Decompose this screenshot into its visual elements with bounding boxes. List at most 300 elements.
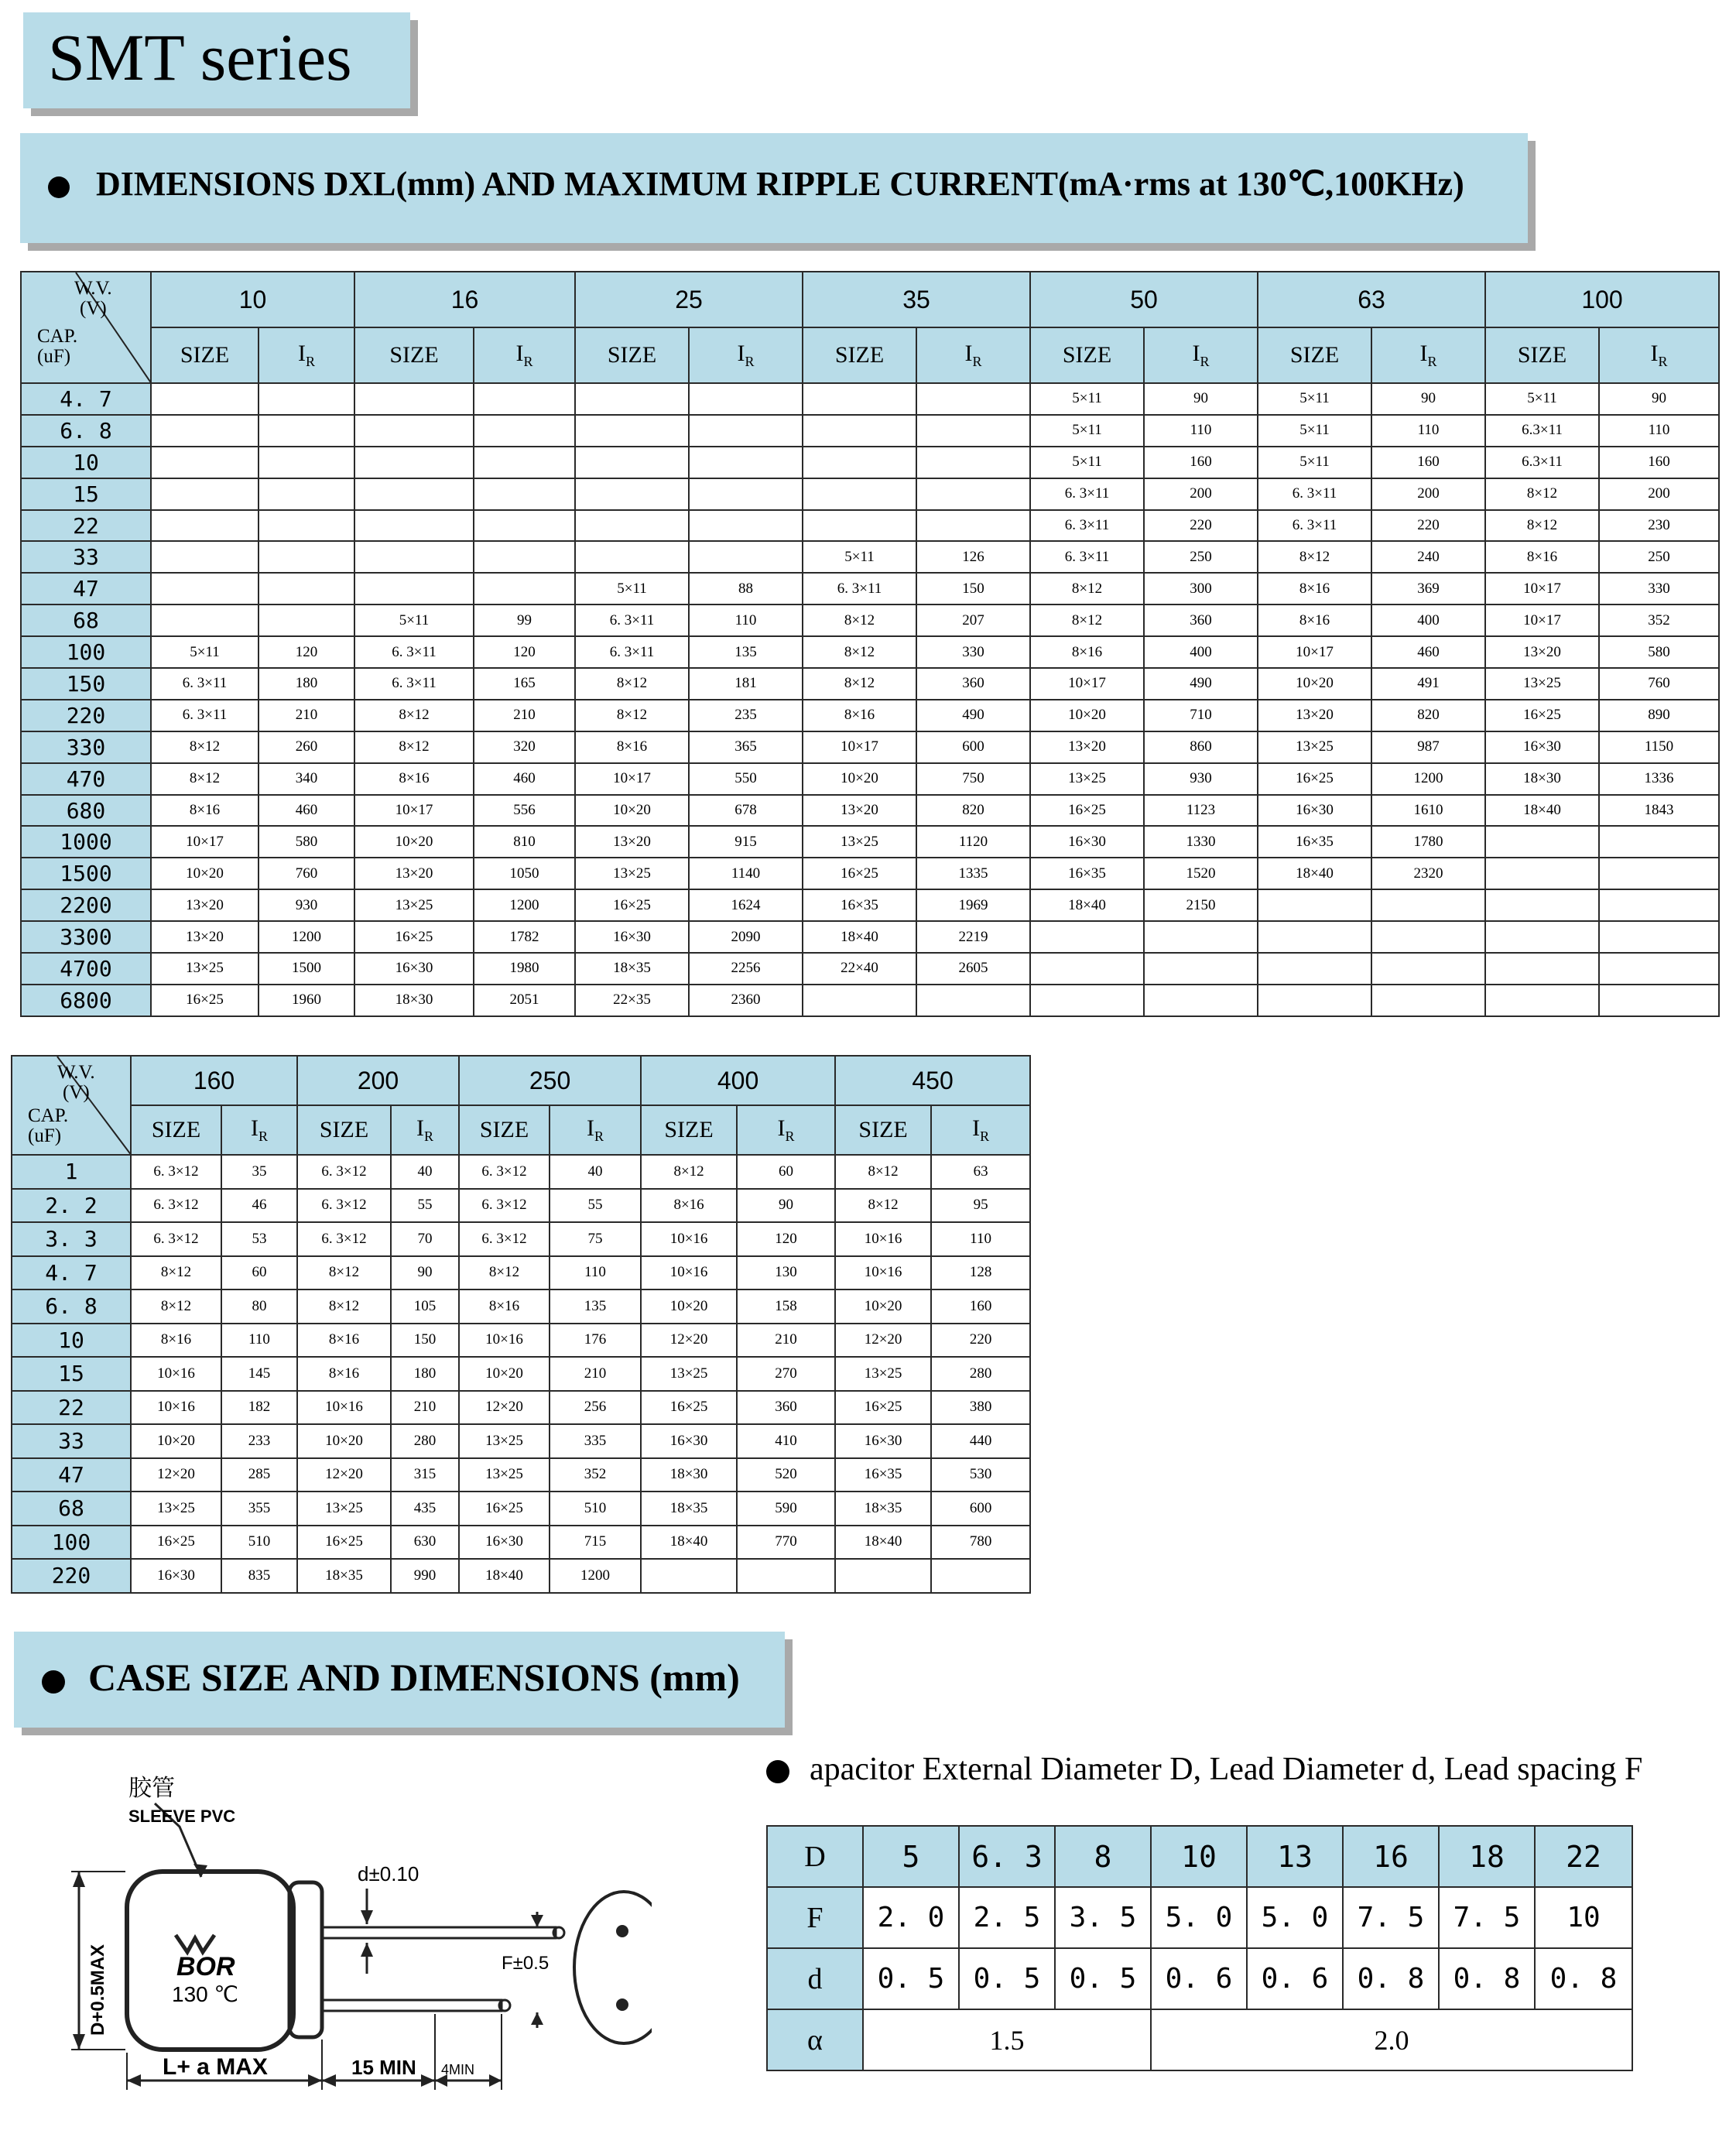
lead-diameter-label-cell: d bbox=[767, 1948, 863, 2009]
table-row bbox=[21, 478, 1719, 510]
ripple-current-cell: 120 bbox=[737, 1222, 835, 1256]
ripple-current-cell: 380 bbox=[931, 1391, 1030, 1425]
size-cell bbox=[1258, 985, 1371, 1016]
table-row bbox=[21, 604, 1719, 636]
ripple-current-cell: 90 bbox=[1599, 383, 1719, 415]
ripple-current-cell: 256 bbox=[550, 1391, 641, 1425]
ripple-current-cell: 105 bbox=[391, 1289, 459, 1324]
ripple-current-cell: 200 bbox=[1144, 478, 1258, 510]
ripple-current-cell: 1336 bbox=[1599, 763, 1719, 795]
ripple-current-cell bbox=[916, 415, 1030, 447]
size-cell: 8×16 bbox=[641, 1189, 737, 1223]
diameter-value-cell: 8 bbox=[1055, 1826, 1151, 1887]
size-cell: 10×20 bbox=[803, 763, 916, 795]
ripple-current-cell: 235 bbox=[689, 700, 803, 731]
ripple-current-cell bbox=[1599, 953, 1719, 985]
lead-length-min-label: 15 MIN bbox=[351, 2056, 416, 2079]
capacitance-cell: 330 bbox=[21, 731, 151, 763]
size-cell bbox=[1485, 953, 1599, 985]
size-cell: 8×12 bbox=[835, 1155, 931, 1189]
ripple-current-cell: 491 bbox=[1371, 668, 1485, 700]
table-row bbox=[12, 1391, 1030, 1425]
size-cell: 6. 3×12 bbox=[131, 1222, 221, 1256]
size-cell: 18×30 bbox=[1485, 763, 1599, 795]
ir-header bbox=[221, 1105, 297, 1155]
ripple-current-cell: 46 bbox=[221, 1189, 297, 1223]
size-cell: 6. 3×12 bbox=[297, 1222, 391, 1256]
ripple-current-cell bbox=[1599, 858, 1719, 889]
ripple-current-cell: 181 bbox=[689, 668, 803, 700]
ripple-current-cell: 270 bbox=[737, 1357, 835, 1391]
size-cell: 10×17 bbox=[803, 731, 916, 763]
size-cell: 8×12 bbox=[151, 763, 259, 795]
capacitance-cell: 6. 8 bbox=[21, 415, 151, 447]
table-row bbox=[21, 541, 1719, 573]
size-cell: 5×11 bbox=[151, 636, 259, 668]
lead-diameter-value-cell: 0. 8 bbox=[1535, 1948, 1632, 2009]
ripple-current-cell: 1969 bbox=[916, 889, 1030, 921]
ripple-current-cell: 1610 bbox=[1371, 795, 1485, 827]
size-cell: 13×20 bbox=[1258, 700, 1371, 731]
size-cell: 5×11 bbox=[1258, 415, 1371, 447]
voltage-header: 16 bbox=[354, 272, 575, 327]
size-cell: 8×16 bbox=[1258, 573, 1371, 604]
ripple-current-cell: 1120 bbox=[916, 826, 1030, 858]
table-row bbox=[12, 1256, 1030, 1290]
ripple-current-cell: 600 bbox=[931, 1492, 1030, 1526]
lead-row-diameter bbox=[767, 1826, 1632, 1887]
ripple-current-cell: 35 bbox=[221, 1155, 297, 1189]
table-row bbox=[21, 700, 1719, 731]
size-header: SIZE bbox=[575, 327, 689, 383]
size-cell: 8×12 bbox=[803, 604, 916, 636]
size-cell bbox=[803, 985, 916, 1016]
ripple-current-cell: 1200 bbox=[474, 889, 575, 921]
ripple-current-cell bbox=[474, 447, 575, 478]
ripple-current-cell bbox=[916, 985, 1030, 1016]
ripple-current-cell bbox=[916, 383, 1030, 415]
size-cell: 5×11 bbox=[1030, 415, 1144, 447]
size-cell: 5×11 bbox=[1485, 383, 1599, 415]
ir-header bbox=[259, 327, 354, 383]
ir-label: I bbox=[515, 341, 524, 366]
ripple-current-cell: 710 bbox=[1144, 700, 1258, 731]
ripple-current-cell: 460 bbox=[474, 763, 575, 795]
size-cell: 8×12 bbox=[131, 1256, 221, 1290]
size-cell: 16×25 bbox=[835, 1391, 931, 1425]
size-cell: 6.3×11 bbox=[1485, 447, 1599, 478]
ripple-current-cell: 2320 bbox=[1371, 858, 1485, 889]
size-cell: 13×25 bbox=[297, 1492, 391, 1526]
size-cell: 6. 3×11 bbox=[151, 668, 259, 700]
ripple-current-cell: 590 bbox=[737, 1492, 835, 1526]
ripple-current-cell bbox=[689, 415, 803, 447]
size-cell bbox=[354, 510, 474, 542]
capacitance-cell: 10 bbox=[21, 447, 151, 478]
size-cell: 8×16 bbox=[297, 1324, 391, 1358]
wv-text: W.V. bbox=[57, 1062, 95, 1083]
corner-header bbox=[21, 272, 151, 383]
ripple-current-cell: 280 bbox=[931, 1357, 1030, 1391]
ripple-current-cell: 160 bbox=[931, 1289, 1030, 1324]
size-cell: 18×40 bbox=[835, 1526, 931, 1560]
table-row bbox=[21, 826, 1719, 858]
size-cell: 12×20 bbox=[641, 1324, 737, 1358]
size-cell: 13×25 bbox=[131, 1492, 221, 1526]
size-cell: 10×20 bbox=[151, 858, 259, 889]
size-cell: 6. 3×11 bbox=[575, 604, 689, 636]
size-cell bbox=[575, 478, 689, 510]
capacitance-cell: 6800 bbox=[21, 985, 151, 1016]
ripple-current-cell: 460 bbox=[259, 795, 354, 827]
cap-text: CAP. bbox=[28, 1105, 69, 1126]
ripple-current-cell: 207 bbox=[916, 604, 1030, 636]
ripple-current-cell: 230 bbox=[1599, 510, 1719, 542]
size-cell: 6. 3×12 bbox=[459, 1222, 550, 1256]
ripple-current-cell: 780 bbox=[931, 1526, 1030, 1560]
size-cell bbox=[1258, 921, 1371, 953]
table-row bbox=[21, 795, 1719, 827]
ripple-table-low-voltage bbox=[20, 271, 1720, 1017]
size-header: SIZE bbox=[803, 327, 916, 383]
voltage-header: 63 bbox=[1258, 272, 1485, 327]
cap-unit: (uF) bbox=[37, 346, 71, 367]
size-cell: 22×35 bbox=[575, 985, 689, 1016]
size-cell: 8×16 bbox=[1258, 604, 1371, 636]
size-cell: 8×16 bbox=[131, 1324, 221, 1358]
ripple-current-cell: 1050 bbox=[474, 858, 575, 889]
size-cell: 8×12 bbox=[1258, 541, 1371, 573]
size-cell: 18×40 bbox=[1485, 795, 1599, 827]
table-row bbox=[21, 953, 1719, 985]
size-cell bbox=[151, 447, 259, 478]
ir-header bbox=[1599, 327, 1719, 383]
ripple-current-cell: 60 bbox=[221, 1256, 297, 1290]
size-cell: 5×11 bbox=[354, 604, 474, 636]
size-cell: 10×17 bbox=[1258, 636, 1371, 668]
ripple-current-cell bbox=[474, 478, 575, 510]
ripple-current-cell: 120 bbox=[259, 636, 354, 668]
table-row bbox=[12, 1155, 1030, 1189]
ir-subscript: R bbox=[594, 1129, 604, 1144]
ripple-current-cell: 369 bbox=[1371, 573, 1485, 604]
size-cell: 10×16 bbox=[835, 1256, 931, 1290]
size-cell: 6. 3×12 bbox=[459, 1155, 550, 1189]
size-cell: 13×20 bbox=[354, 858, 474, 889]
ripple-current-cell: 556 bbox=[474, 795, 575, 827]
capacitance-cell: 2200 bbox=[21, 889, 151, 921]
wv-unit: (V) bbox=[62, 1082, 90, 1103]
table-row bbox=[21, 763, 1719, 795]
ripple-current-cell: 150 bbox=[916, 573, 1030, 604]
size-cell: 5×11 bbox=[803, 541, 916, 573]
size-cell bbox=[1258, 889, 1371, 921]
size-cell: 16×30 bbox=[575, 921, 689, 953]
size-cell: 10×16 bbox=[641, 1222, 737, 1256]
ripple-current-cell: 240 bbox=[1371, 541, 1485, 573]
size-cell: 6. 3×12 bbox=[459, 1189, 550, 1223]
ripple-current-cell: 510 bbox=[221, 1526, 297, 1560]
ripple-current-cell: 60 bbox=[737, 1155, 835, 1189]
ripple-current-cell: 145 bbox=[221, 1357, 297, 1391]
diameter-label-cell: D bbox=[767, 1826, 863, 1887]
lead-diameter-value-cell: 0. 5 bbox=[863, 1948, 959, 2009]
capacitance-cell: 6. 8 bbox=[12, 1289, 131, 1324]
ripple-current-cell: 110 bbox=[689, 604, 803, 636]
diameter-dimension-label: D+0.5MAX bbox=[87, 1944, 108, 2036]
alpha-value-cell: 2.0 bbox=[1151, 2009, 1632, 2070]
ripple-current-cell: 2090 bbox=[689, 921, 803, 953]
capacitance-cell: 3300 bbox=[21, 921, 151, 953]
ripple-current-cell: 2150 bbox=[1144, 889, 1258, 921]
size-header: SIZE bbox=[297, 1105, 391, 1155]
diameter-value-cell: 22 bbox=[1535, 1826, 1632, 1887]
size-cell: 6.3×11 bbox=[1485, 415, 1599, 447]
ripple-current-cell: 360 bbox=[916, 668, 1030, 700]
size-cell: 13×25 bbox=[641, 1357, 737, 1391]
size-cell: 5×11 bbox=[1030, 383, 1144, 415]
size-header: SIZE bbox=[131, 1105, 221, 1155]
capacitance-cell: 15 bbox=[12, 1357, 131, 1391]
size-cell: 10×16 bbox=[835, 1222, 931, 1256]
size-cell: 12×20 bbox=[459, 1391, 550, 1425]
ripple-current-cell: 2051 bbox=[474, 985, 575, 1016]
lead-spacing-table bbox=[766, 1825, 1633, 2071]
ripple-current-cell bbox=[474, 383, 575, 415]
ripple-current-cell: 678 bbox=[689, 795, 803, 827]
ripple-current-cell: 160 bbox=[1371, 447, 1485, 478]
ir-subscript: R bbox=[305, 354, 315, 369]
size-cell: 16×35 bbox=[1258, 826, 1371, 858]
cap-text: CAP. bbox=[37, 326, 78, 347]
size-header: SIZE bbox=[835, 1105, 931, 1155]
size-cell bbox=[575, 383, 689, 415]
size-cell: 16×30 bbox=[354, 953, 474, 985]
ripple-current-cell: 90 bbox=[1144, 383, 1258, 415]
ripple-current-cell: 352 bbox=[550, 1458, 641, 1492]
temperature-rating: 130 ℃ bbox=[172, 1982, 238, 2006]
size-cell: 10×17 bbox=[151, 826, 259, 858]
ripple-current-cell: 435 bbox=[391, 1492, 459, 1526]
size-cell: 10×20 bbox=[354, 826, 474, 858]
size-cell: 6. 3×11 bbox=[151, 700, 259, 731]
corner-header bbox=[12, 1056, 131, 1155]
page-title: SMT series bbox=[48, 20, 352, 94]
size-cell: 8×16 bbox=[151, 795, 259, 827]
ir-header bbox=[931, 1105, 1030, 1155]
ir-label: I bbox=[1419, 341, 1428, 366]
size-cell bbox=[575, 510, 689, 542]
table-row bbox=[21, 447, 1719, 478]
voltage-header: 450 bbox=[835, 1056, 1030, 1105]
ripple-current-cell: 128 bbox=[931, 1256, 1030, 1290]
ripple-current-cell: 2605 bbox=[916, 953, 1030, 985]
ripple-table-high-voltage bbox=[11, 1055, 1031, 1594]
ripple-current-cell: 1843 bbox=[1599, 795, 1719, 827]
size-cell: 18×35 bbox=[297, 1559, 391, 1593]
size-ir-header-row bbox=[21, 327, 1719, 383]
size-cell: 10×16 bbox=[131, 1391, 221, 1425]
size-cell: 5×11 bbox=[1030, 447, 1144, 478]
size-cell: 8×16 bbox=[1030, 636, 1144, 668]
ripple-current-cell: 1980 bbox=[474, 953, 575, 985]
table-row bbox=[21, 889, 1719, 921]
size-cell: 16×25 bbox=[297, 1526, 391, 1560]
size-cell: 13×20 bbox=[575, 826, 689, 858]
size-cell bbox=[151, 541, 259, 573]
lead-spacing-value-cell: 5. 0 bbox=[1247, 1887, 1343, 1948]
capacitance-cell: 22 bbox=[21, 510, 151, 542]
capacitance-cell: 4. 7 bbox=[21, 383, 151, 415]
ripple-current-cell bbox=[259, 573, 354, 604]
ripple-current-cell: 352 bbox=[1599, 604, 1719, 636]
ripple-current-cell bbox=[1599, 985, 1719, 1016]
lead-spacing-label-cell: F bbox=[767, 1887, 863, 1948]
table-row bbox=[12, 1458, 1030, 1492]
ripple-current-cell: 110 bbox=[1144, 415, 1258, 447]
size-cell: 16×35 bbox=[1030, 858, 1144, 889]
table-row bbox=[12, 1189, 1030, 1223]
size-cell bbox=[803, 383, 916, 415]
size-cell: 10×20 bbox=[297, 1424, 391, 1458]
ripple-current-cell: 233 bbox=[221, 1424, 297, 1458]
ir-label: I bbox=[251, 1115, 259, 1141]
size-cell: 6. 3×11 bbox=[575, 636, 689, 668]
voltage-header: 25 bbox=[575, 272, 803, 327]
size-cell: 8×12 bbox=[1485, 510, 1599, 542]
size-cell: 8×16 bbox=[575, 731, 689, 763]
size-cell: 8×12 bbox=[131, 1289, 221, 1324]
size-cell bbox=[1485, 826, 1599, 858]
section-dimensions-title: DIMENSIONS DXL(mm) AND MAXIMUM RIPPLE CURRENT(mA·rms at 130℃,100KHz) bbox=[96, 165, 1464, 203]
ripple-current-cell: 860 bbox=[1144, 731, 1258, 763]
corner-wv-label bbox=[74, 279, 112, 319]
ripple-current-cell: 110 bbox=[1599, 415, 1719, 447]
lead-row-alpha bbox=[767, 2009, 1632, 2070]
size-cell bbox=[1030, 953, 1144, 985]
size-cell: 18×40 bbox=[459, 1559, 550, 1593]
size-cell bbox=[1030, 985, 1144, 1016]
ripple-current-cell bbox=[1599, 826, 1719, 858]
capacitance-cell: 68 bbox=[12, 1492, 131, 1526]
ripple-current-cell: 490 bbox=[1144, 668, 1258, 700]
size-cell: 10×20 bbox=[575, 795, 689, 827]
ripple-current-cell bbox=[259, 415, 354, 447]
ripple-current-cell: 220 bbox=[1371, 510, 1485, 542]
ripple-current-cell: 530 bbox=[931, 1458, 1030, 1492]
size-cell: 10×20 bbox=[1030, 700, 1144, 731]
ripple-current-cell: 300 bbox=[1144, 573, 1258, 604]
ripple-current-cell bbox=[259, 447, 354, 478]
size-cell: 10×17 bbox=[354, 795, 474, 827]
ripple-current-cell bbox=[689, 383, 803, 415]
ripple-current-cell: 355 bbox=[221, 1492, 297, 1526]
table-row bbox=[12, 1222, 1030, 1256]
size-cell: 6. 3×11 bbox=[354, 636, 474, 668]
ir-label: I bbox=[587, 1115, 595, 1141]
ir-label: I bbox=[777, 1115, 786, 1141]
ripple-current-cell bbox=[474, 415, 575, 447]
lead-diameter-value-cell: 0. 5 bbox=[959, 1948, 1055, 2009]
capacitance-cell: 150 bbox=[21, 668, 151, 700]
size-cell: 16×30 bbox=[459, 1526, 550, 1560]
voltage-header: 250 bbox=[459, 1056, 641, 1105]
ripple-current-cell: 40 bbox=[550, 1155, 641, 1189]
ir-label: I bbox=[416, 1115, 425, 1141]
lead-spacing-value-cell: 7. 5 bbox=[1439, 1887, 1535, 1948]
capacitance-cell: 4. 7 bbox=[12, 1256, 131, 1290]
ripple-current-cell bbox=[1599, 921, 1719, 953]
ripple-current-cell: 460 bbox=[1371, 636, 1485, 668]
ripple-current-cell: 890 bbox=[1599, 700, 1719, 731]
capacitance-cell: 22 bbox=[12, 1391, 131, 1425]
lead-row-lead-spacing bbox=[767, 1887, 1632, 1948]
size-cell: 5×11 bbox=[1258, 447, 1371, 478]
bullet-icon bbox=[48, 176, 70, 198]
size-cell bbox=[641, 1559, 737, 1593]
size-cell: 8×12 bbox=[151, 731, 259, 763]
size-cell: 10×20 bbox=[131, 1424, 221, 1458]
size-cell: 16×30 bbox=[1258, 795, 1371, 827]
lead-diameter-value-cell: 0. 6 bbox=[1247, 1948, 1343, 2009]
corner-cap-label bbox=[28, 1106, 68, 1146]
size-cell bbox=[575, 541, 689, 573]
size-cell: 8×12 bbox=[641, 1155, 737, 1189]
size-cell: 13×20 bbox=[1030, 731, 1144, 763]
ir-subscript: R bbox=[1200, 354, 1210, 369]
capacitance-cell: 2. 2 bbox=[12, 1189, 131, 1223]
ripple-current-cell: 135 bbox=[550, 1289, 641, 1324]
ripple-current-cell: 160 bbox=[1599, 447, 1719, 478]
voltage-header: 50 bbox=[1030, 272, 1258, 327]
capacitance-cell: 1000 bbox=[21, 826, 151, 858]
capacitance-cell: 4700 bbox=[21, 953, 151, 985]
diameter-value-cell: 5 bbox=[863, 1826, 959, 1887]
ripple-current-cell: 88 bbox=[689, 573, 803, 604]
size-cell: 16×25 bbox=[459, 1492, 550, 1526]
sleeve-label-cn: 胶管 bbox=[128, 1775, 175, 1802]
size-cell: 8×12 bbox=[803, 668, 916, 700]
size-cell bbox=[354, 415, 474, 447]
ripple-current-cell: 110 bbox=[1371, 415, 1485, 447]
ripple-current-cell: 182 bbox=[221, 1391, 297, 1425]
size-cell: 16×25 bbox=[641, 1391, 737, 1425]
ir-subscript: R bbox=[972, 354, 982, 369]
diameter-value-cell: 16 bbox=[1343, 1826, 1439, 1887]
size-cell: 13×25 bbox=[835, 1357, 931, 1391]
size-cell: 10×20 bbox=[835, 1289, 931, 1324]
size-cell: 10×16 bbox=[641, 1256, 737, 1290]
ripple-current-cell: 987 bbox=[1371, 731, 1485, 763]
ripple-current-cell: 70 bbox=[391, 1222, 459, 1256]
size-cell: 18×40 bbox=[803, 921, 916, 953]
capacitance-cell: 470 bbox=[21, 763, 151, 795]
bullet-icon bbox=[766, 1760, 789, 1783]
size-cell: 13×25 bbox=[151, 953, 259, 985]
ripple-current-cell bbox=[916, 510, 1030, 542]
ripple-current-cell: 580 bbox=[259, 826, 354, 858]
size-header: SIZE bbox=[1485, 327, 1599, 383]
ir-label: I bbox=[964, 341, 973, 366]
ir-subscript: R bbox=[785, 1129, 795, 1144]
ripple-current-cell: 580 bbox=[1599, 636, 1719, 668]
size-cell: 13×25 bbox=[1030, 763, 1144, 795]
table-row bbox=[21, 985, 1719, 1016]
ripple-current-cell bbox=[1371, 985, 1485, 1016]
ripple-current-cell bbox=[1371, 889, 1485, 921]
capacitor-dimension-diagram bbox=[63, 1772, 652, 2098]
ripple-current-cell: 95 bbox=[931, 1189, 1030, 1223]
